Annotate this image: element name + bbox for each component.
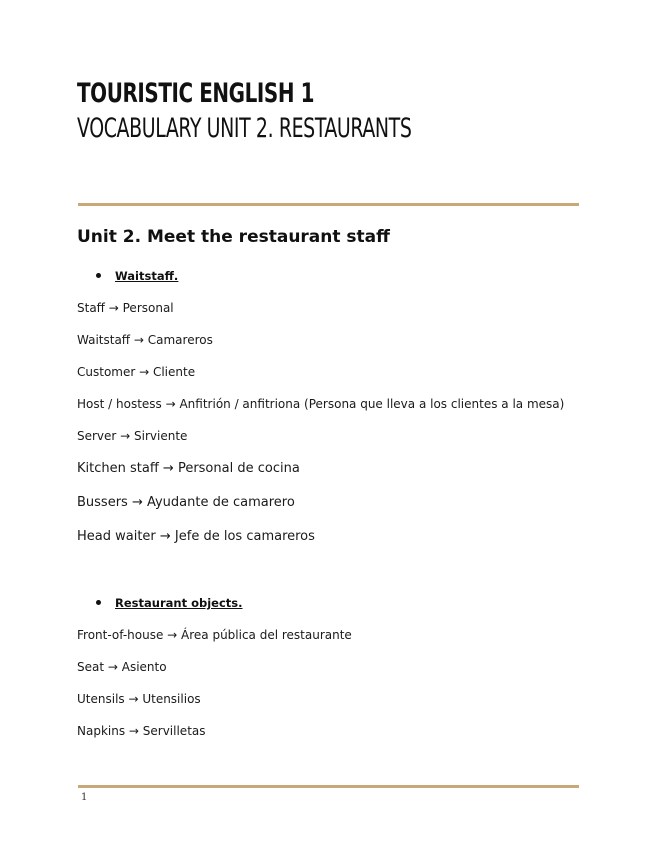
bullet-label: Restaurant objects.	[115, 596, 243, 610]
bullet-label: Waitstaff.	[115, 269, 179, 283]
bullet-restaurant-objects	[96, 596, 242, 610]
bullet-waitstaff	[96, 269, 178, 283]
vocab-entry: Bussers → Ayudante de camarero	[77, 495, 295, 510]
vocab-entry: Kitchen staff → Personal de cocina	[77, 461, 300, 476]
vocab-entry: Seat → Asiento	[77, 660, 167, 674]
top-divider	[78, 203, 579, 206]
vocab-entry: Waitstaff → Camareros	[77, 333, 213, 347]
title-line-1: TOURISTIC ENGLISH 1	[77, 78, 315, 109]
bullet-dot-icon	[96, 600, 101, 605]
vocab-entry: Server → Sirviente	[77, 429, 188, 443]
page-number: 1	[81, 792, 88, 803]
section-heading: Unit 2. Meet the restaurant staff	[77, 227, 390, 247]
vocab-entry: Customer → Cliente	[77, 365, 196, 379]
title-line-2: VOCABULARY UNIT 2. RESTAURANTS	[77, 113, 412, 144]
bottom-divider	[78, 785, 579, 788]
bullet-dot-icon	[96, 273, 101, 278]
vocab-entry: Staff → Personal	[77, 301, 174, 315]
vocab-entry: Utensils → Utensilios	[77, 692, 201, 706]
vocab-entry: Front-of-house → Área pública del restaurante	[77, 628, 352, 642]
vocab-entry: Host / hostess → Anfitrión / anfitriona (Persona que lleva a los clientes a la mesa)	[77, 397, 565, 411]
vocab-entry: Napkins → Servilletas	[77, 724, 206, 738]
vocab-entry: Head waiter → Jefe de los camareros	[77, 529, 315, 544]
document-title	[77, 80, 506, 142]
